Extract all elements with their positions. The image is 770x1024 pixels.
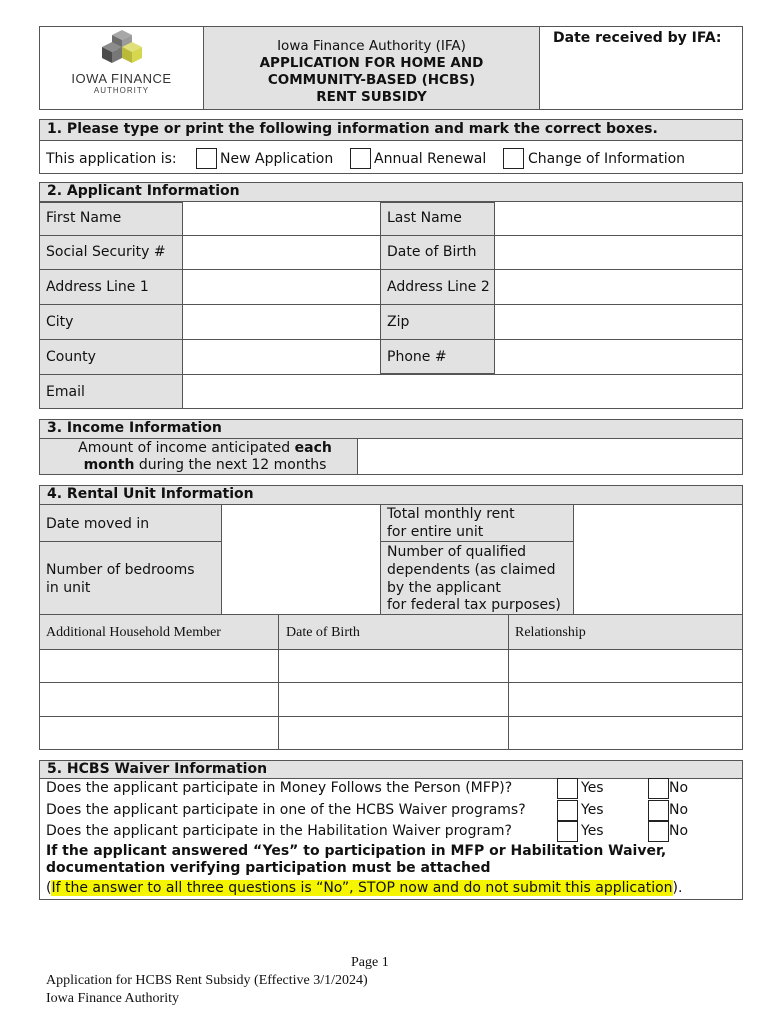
mfp-yes-checkbox[interactable] [557,778,578,799]
habilitation-no-label: No [669,823,689,839]
title-line-3: RENT SUBSIDY [316,89,427,105]
date-moved-label: Date moved in [46,516,150,532]
city-field[interactable] [184,305,379,338]
stop-open: ( [46,880,52,896]
title-line-1: APPLICATION FOR HOME AND [259,55,484,71]
ssn-label: Social Security # [46,244,166,260]
income-label-month: month [83,457,135,473]
stop-notice [46,880,682,897]
total-rent-label-1: Total monthly rent [387,506,515,522]
city-label: City [46,314,74,330]
mfp-no-checkbox[interactable] [648,778,669,799]
email-field[interactable] [184,375,742,408]
mfp-yes-label: Yes [581,780,604,796]
hcbs-no-checkbox[interactable] [648,800,669,821]
stop-text: If the answer to all three questions is “No”, STOP now and do not submit this application [51,880,673,896]
habilitation-yes-checkbox[interactable] [557,821,578,842]
hcbs-yes-checkbox[interactable] [557,800,578,821]
first-name-label: First Name [46,210,122,226]
address2-label: Address Line 2 [387,279,490,295]
member-1-relationship-field[interactable] [509,651,742,681]
section1-title: 1. Please type or print the following information and mark the correct boxes. [47,121,658,137]
member-header-relationship: Relationship [515,625,586,640]
mfp-no-label: No [669,780,689,796]
member-2-relationship-field[interactable] [509,683,742,715]
member-2-dob-field[interactable] [279,683,507,715]
member-header-name: Additional Household Member [46,625,221,640]
county-label: County [46,349,96,365]
member-1-name-field[interactable] [40,651,277,681]
ssn-field[interactable] [184,236,379,268]
annual-renewal-label: Annual Renewal [374,151,487,167]
bedrooms-label-1: Number of bedrooms [46,562,195,578]
dob-label: Date of Birth [387,244,477,260]
address2-field[interactable] [496,270,742,303]
footer-line-2: Iowa Finance Authority [46,991,179,1006]
last-name-field[interactable] [496,203,742,234]
s2-divider [380,202,381,374]
dependents-field[interactable] [575,543,742,613]
zip-label: Zip [387,314,410,330]
date-received-label: Date received by IFA: [553,30,722,46]
documentation-note-1: If the applicant answered “Yes” to participation in MFP or Habilitation Waiver, [46,843,667,859]
page-number: Page 1 [351,955,389,970]
income-field[interactable] [359,440,742,474]
dependents-label-4: for federal tax purposes) [387,597,561,613]
new-application-label: New Application [220,151,334,167]
hcbs-yes-label: Yes [581,802,604,818]
address1-field[interactable] [184,270,379,303]
member-3-relationship-field[interactable] [509,717,742,749]
total-rent-field[interactable] [575,506,742,541]
income-label [60,440,350,474]
annual-renewal-checkbox[interactable] [350,148,371,169]
section5-title: 5. HCBS Waiver Information [47,761,268,777]
member-header-dob: Date of Birth [286,625,360,640]
dob-field[interactable] [496,236,742,268]
member-3-dob-field[interactable] [279,717,507,749]
last-name-label: Last Name [387,210,462,226]
zip-field[interactable] [496,305,742,338]
member-1-dob-field[interactable] [279,651,507,681]
dependents-label-2: dependents (as claimed [387,562,556,578]
phone-field[interactable] [496,340,742,373]
ifa-logo-icon [92,29,152,73]
date-moved-field[interactable] [223,506,379,541]
income-label-pre: Amount of income anticipated [78,440,295,456]
hcbs-question: Does the applicant participate in one of the HCBS Waiver programs? [46,802,526,818]
logo-text-2: AUTHORITY [93,86,150,95]
dependents-label-1: Number of qualified [387,544,527,560]
first-name-field[interactable] [184,203,379,234]
income-label-post: during the next 12 months [134,457,327,473]
ifa-logo [40,27,203,109]
habilitation-yes-label: Yes [581,823,604,839]
email-label: Email [46,384,85,400]
section3-title: 3. Income Information [47,420,222,436]
change-of-information-checkbox[interactable] [503,148,524,169]
phone-label: Phone # [387,349,447,365]
dependents-label-3: by the applicant [387,580,501,596]
bedrooms-label-2: in unit [46,580,91,596]
new-application-checkbox[interactable] [196,148,217,169]
total-rent-label-2: for entire unit [387,524,484,540]
address1-label: Address Line 1 [46,279,149,295]
habilitation-question: Does the applicant participate in the Habilitation Waiver program? [46,823,512,839]
habilitation-no-checkbox[interactable] [648,821,669,842]
stop-close: ). [672,880,683,896]
footer-line-1: Application for HCBS Rent Subsidy (Effective 3/1/2024) [46,973,368,988]
mfp-question: Does the applicant participate in Money Follows the Person (MFP)? [46,780,513,796]
org-name: Iowa Finance Authority (IFA) [277,38,466,54]
change-of-information-label: Change of Information [528,151,686,167]
documentation-note-2: documentation verifying participation must be attached [46,860,491,876]
logo-text-1: IOWA FINANCE [71,71,172,86]
section2-title: 2. Applicant Information [47,183,240,199]
section4-title: 4. Rental Unit Information [47,486,254,502]
member-3-name-field[interactable] [40,717,277,749]
title-line-2: COMMUNITY-BASED (HCBS) [267,72,476,88]
income-label-each: each [294,440,332,456]
hcbs-no-label: No [669,802,689,818]
member-2-name-field[interactable] [40,683,277,715]
application-type-prompt: This application is: [46,151,177,167]
bedrooms-field[interactable] [223,543,379,613]
county-field[interactable] [184,340,379,373]
section2-left-labels [39,202,183,409]
form-title [203,38,540,106]
